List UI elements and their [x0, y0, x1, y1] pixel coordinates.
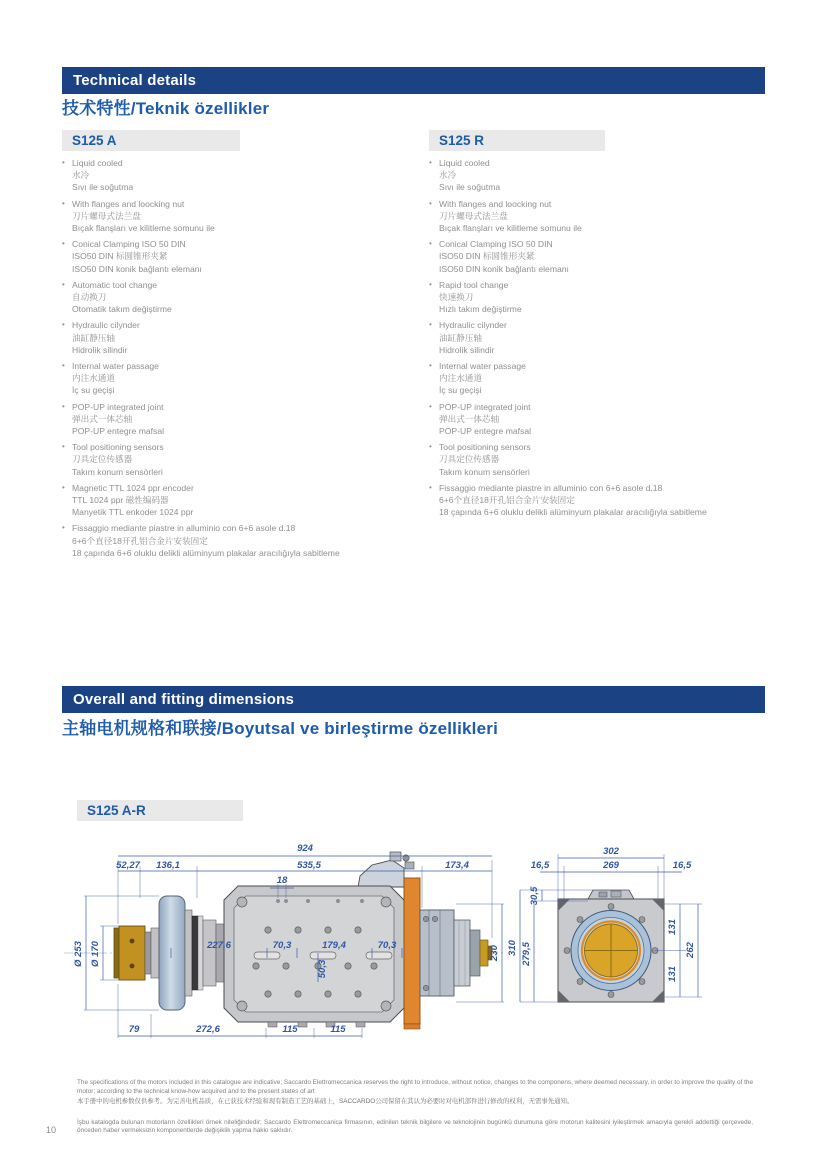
- feature-text-zh: 6+6个直径18开孔铝合金片安装固定: [72, 535, 208, 546]
- bullet-icon: [429, 157, 439, 194]
- feature-text-tr: Sıvı ile soğutma: [439, 182, 501, 193]
- feature-text-en: Liquid cooled: [439, 158, 490, 168]
- orange-band: [404, 878, 420, 1029]
- feature-text-en: Conical Clamping ISO 50 DIN: [72, 239, 186, 250]
- dim-inner-height: 262: [685, 942, 696, 958]
- feature-item: [62, 319, 420, 356]
- section-technical-details-bar: [62, 67, 765, 94]
- dim-mid-a: 227,6: [207, 940, 231, 951]
- feature-item: [62, 401, 420, 438]
- bullet-icon: [429, 441, 439, 478]
- bullet-icon: [62, 198, 72, 235]
- dim-rear-height: 230: [489, 945, 500, 961]
- dim-margin-right: 16,5: [672, 860, 692, 871]
- feature-text-tr: 18 çapında 6+6 oluklu delikli alüminyum plakalar aracılığıyla sabitleme: [439, 507, 707, 518]
- feature-text-en: Magnetic TTL 1024 ppr encoder: [72, 482, 194, 493]
- shaft-ring: [151, 928, 159, 978]
- feature-item: [62, 238, 420, 275]
- feature-text-en: Hydraulic cilynder: [72, 320, 140, 331]
- dim-overall-length: 924: [297, 843, 313, 854]
- feature-text-en: Conical Clamping ISO 50 DIN: [439, 239, 553, 250]
- page-number: 10: [46, 1125, 57, 1135]
- feature-text-en: Liquid cooled: [72, 158, 123, 168]
- feature-text-zh: 弹出式一体芯轴: [439, 413, 500, 424]
- dim-margin-left: 16,5: [530, 860, 550, 871]
- feature-text-tr: Sıvı ile soğutma: [72, 182, 134, 193]
- bullet-icon: [429, 238, 439, 275]
- feature-text-zh: 快速换刀: [439, 292, 474, 303]
- footer-text-zh: 本手册中的电机参数仅供参考。为完善电机品质，在已获技术经验和现有制造工艺的基础上，SACCARDO公司保留在其认为必要时对电机部件进行修改的权利，无需事先通知。: [77, 1098, 574, 1106]
- dim-total-height: 310: [507, 940, 518, 956]
- feature-text-zh: 水冷: [72, 170, 90, 181]
- feature-text-en: Internal water passage: [72, 361, 159, 372]
- feature-column-s125a: [62, 157, 420, 563]
- feature-text-zh: 刀具定位传感器: [439, 454, 500, 465]
- dim-seg-d: 173,4: [445, 860, 469, 871]
- feature-text-zh: ISO50 DIN 标圆锥形夹紧: [439, 251, 535, 262]
- dim-bot-a: 79: [128, 1024, 140, 1035]
- dim-bot-c: 115: [282, 1024, 298, 1035]
- shaft-ring: [145, 932, 151, 974]
- footer-disclaimer: [77, 1079, 753, 1136]
- feature-item: [62, 441, 420, 478]
- dim-inner-width: 269: [603, 860, 619, 871]
- dim-dia-nose: Ø 170: [90, 941, 101, 967]
- bullet-icon: [62, 157, 72, 194]
- feature-item: [62, 198, 420, 235]
- model-heading-s125r: S125 R: [429, 130, 605, 151]
- feature-text-zh: 水冷: [439, 170, 457, 181]
- spindle-nose: [114, 926, 145, 980]
- feature-item: [62, 360, 420, 397]
- feature-text-tr: POP-UP entegre mafsal: [439, 426, 532, 437]
- feature-item: [429, 238, 821, 275]
- flange-disc: [159, 896, 185, 1010]
- feature-text-zh: 刀片螺母式法兰盘: [439, 210, 508, 221]
- feature-text-en: Fissaggio mediante piastre in alluminio con 6+6 asole d.18: [439, 482, 663, 493]
- dim-dia-flange: Ø 253: [73, 941, 84, 967]
- feature-text-en: POP-UP integrated joint: [72, 401, 164, 412]
- rear-assembly: [420, 910, 492, 996]
- dim-half-top: 131: [667, 919, 678, 935]
- feature-text-zh: 内注水通道: [439, 373, 482, 384]
- feature-item: [429, 441, 821, 478]
- feature-column-s125r: [429, 157, 821, 522]
- feature-text-tr: POP-UP entegre mafsal: [72, 426, 165, 437]
- bullet-icon: [429, 360, 439, 397]
- feature-text-tr: ISO50 DIN konik bağlantı elemanı: [439, 263, 569, 274]
- bullet-icon: [62, 279, 72, 316]
- section-title: Technical details: [73, 72, 197, 89]
- footer-text-en: The specifications of the motors included in this catalogue are indicative; Saccardo Elettromeccanica reserves the right to introduce, without notice, changes to the componens, where deemed necessary, in order to improve the quality of the motor; according to the technical know-how acquired and to the present states of art: [77, 1079, 753, 1095]
- bullet-icon: [62, 482, 72, 519]
- bullet-icon: [429, 401, 439, 438]
- feature-text-tr: Takım konum sensörleri: [72, 466, 163, 477]
- feature-text-zh: 弹出式一体芯轴: [72, 413, 133, 424]
- feature-text-zh: 6+6个直径18开孔铝合金片安装固定: [439, 495, 575, 506]
- side-view-drawing: [56, 838, 512, 1050]
- feature-text-en: Rapid tool change: [439, 279, 509, 290]
- feature-item: [429, 198, 821, 235]
- feature-item: [62, 522, 420, 559]
- feature-item: [62, 157, 420, 194]
- feature-text-tr: Otomatik takım değiştirme: [72, 304, 172, 315]
- feature-text-tr: Hızlı takım değiştirme: [439, 304, 522, 315]
- feature-text-zh: 刀具定位传感器: [72, 454, 133, 465]
- bullet-icon: [62, 441, 72, 478]
- feature-text-zh: 刀片螺母式法兰盘: [72, 210, 141, 221]
- motor-body: [224, 886, 404, 1027]
- feature-text-en: Automatic tool change: [72, 279, 158, 290]
- feature-item: [429, 157, 821, 194]
- dim-seg-b: 136,1: [156, 860, 180, 871]
- feature-item: [62, 482, 420, 519]
- feature-text-tr: Takım konum sensörleri: [439, 466, 530, 477]
- feature-text-en: POP-UP integrated joint: [439, 401, 531, 412]
- feature-item: [429, 482, 821, 519]
- dim-body-height: 279,5: [521, 942, 532, 966]
- bullet-icon: [429, 482, 439, 519]
- feature-text-zh: 内注水通道: [72, 373, 115, 384]
- section-dimensions-bar: [62, 686, 765, 713]
- dim-seg-a: 52,27: [116, 860, 140, 871]
- feature-text-zh: TTL 1024 ppr 磁性编码器: [72, 495, 169, 506]
- bullet-icon: [62, 522, 72, 559]
- dim-hole-pitch: 18: [276, 875, 288, 886]
- feature-text-zh: 自动换刀: [72, 292, 107, 303]
- section-dimensions-subtitle: 主轴电机规格和联接/Boyutsal ve birleştirme özellikleri: [62, 719, 498, 738]
- feature-text-tr: Bıçak flanşları ve kilitleme somunu ile: [72, 223, 215, 234]
- bullet-icon: [429, 279, 439, 316]
- feature-text-tr: İç su geçişi: [72, 385, 115, 396]
- dim-mid-c: 179,4: [322, 940, 346, 951]
- section-title: Overall and fitting dimensions: [73, 691, 295, 708]
- feature-text-tr: Hidrolik silindir: [439, 344, 495, 355]
- feature-item: [429, 401, 821, 438]
- feature-text-zh: 油缸静压轴: [439, 332, 482, 343]
- feature-text-tr: Hidrolik silindir: [72, 344, 128, 355]
- feature-item: [429, 319, 821, 356]
- dim-bot-d: 115: [330, 1024, 346, 1035]
- dim-mid-b: 70,3: [272, 940, 292, 951]
- feature-text-en: Tool positioning sensors: [439, 442, 531, 453]
- model-heading-s125ar: S125 A-R: [77, 800, 243, 821]
- bullet-icon: [62, 360, 72, 397]
- dim-overall-width: 302: [603, 846, 619, 857]
- dim-half-bottom: 131: [667, 966, 678, 982]
- feature-item: [429, 279, 821, 316]
- feature-text-zh: ISO50 DIN 标圆锥形夹紧: [72, 251, 168, 262]
- bullet-icon: [429, 198, 439, 235]
- feature-item: [62, 279, 420, 316]
- dim-seg-c: 535,5: [297, 860, 321, 871]
- dim-slot-offset: 50,3: [317, 959, 328, 979]
- model-heading-s125a: S125 A: [62, 130, 240, 151]
- section-technical-subtitle: 技术特性/Teknik özellikler: [62, 99, 270, 118]
- feature-text-en: Hydraulic cilynder: [439, 320, 507, 331]
- feature-text-en: Internal water passage: [439, 361, 526, 372]
- dim-mid-d: 70,3: [377, 940, 397, 951]
- dim-bot-b: 272,6: [196, 1024, 220, 1035]
- feature-text-tr: Bıçak flanşları ve kilitleme somunu ile: [439, 223, 582, 234]
- feature-text-en: Fissaggio mediante piastre in alluminio con 6+6 asole d.18: [72, 523, 296, 534]
- bullet-icon: [62, 319, 72, 356]
- spacer-rings: [185, 910, 224, 996]
- feature-text-tr: ISO50 DIN konik bağlantı elemanı: [72, 263, 202, 274]
- feature-text-tr: Manyetik TTL enkoder 1024 ppr: [72, 507, 194, 518]
- bullet-icon: [62, 401, 72, 438]
- feature-item: [429, 360, 821, 397]
- feature-list-s125r: [429, 157, 821, 518]
- feature-text-zh: 油缸静压轴: [72, 332, 115, 343]
- spindle-bore: [571, 911, 651, 991]
- feature-list-s125a: [62, 157, 420, 559]
- feature-text-en: With flanges and loocking nut: [72, 198, 185, 209]
- feature-text-en: With flanges and loocking nut: [439, 198, 552, 209]
- feature-text-tr: 18 çapında 6+6 oluklu delikli alüminyum plakalar aracılığıyla sabitleme: [72, 547, 340, 558]
- feature-text-en: Tool positioning sensors: [72, 442, 164, 453]
- feature-text-tr: İç su geçişi: [439, 385, 482, 396]
- footer-text-tr: İşbu katalogda bulunan motorların özellikleri örnek niteliğindedir; Saccardo Elettromeccanica firmasının, edinilen teknik bilgilere ve teknolojinin bugünkü durumuna göre motorun kalitesini iyileştirmek amacıyla gerekli addettiği çerçevede, önceden haber vermeksizin komponentlerde değişiklik yapma hakkı saklıdır.: [77, 1118, 753, 1135]
- dim-top-offset: 30,5: [529, 886, 540, 906]
- bullet-icon: [429, 319, 439, 356]
- bullet-icon: [62, 238, 72, 275]
- front-view-drawing: [496, 842, 764, 1034]
